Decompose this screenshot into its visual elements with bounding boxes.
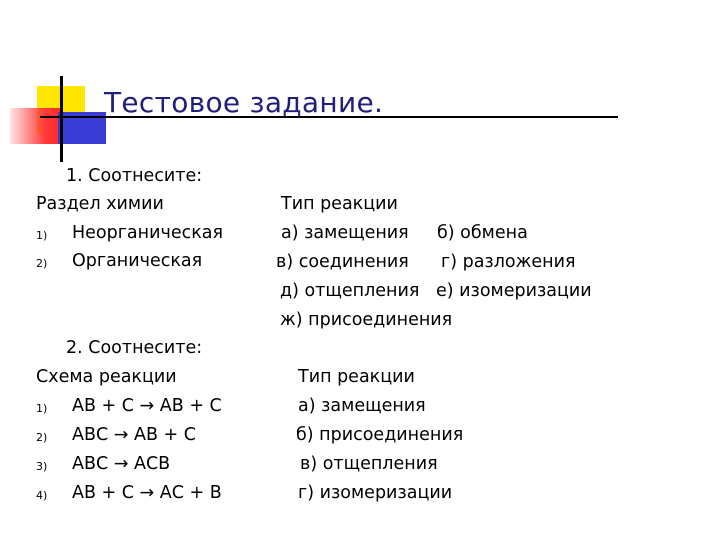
task2-item-1-number: 1) bbox=[36, 402, 48, 415]
task2-left-header: Схема реакции bbox=[36, 367, 177, 387]
task1-heading: 1. Соотнесите: bbox=[66, 166, 203, 186]
task2-option-a: а) замещения bbox=[298, 396, 426, 416]
logo-red-square bbox=[10, 108, 60, 144]
task2-item-4-number: 4) bbox=[36, 489, 48, 502]
task2-item-3-number: 3) bbox=[36, 460, 48, 473]
task1-item-1-number: 1) bbox=[36, 229, 48, 242]
task1-left-header: Раздел химии bbox=[36, 194, 164, 214]
task1-option-e: е) изомеризации bbox=[436, 281, 592, 301]
task1-option-v: в) соединения bbox=[276, 252, 409, 272]
task1-option-b: б) обмена bbox=[437, 223, 528, 243]
task2-item-2-number: 2) bbox=[36, 431, 48, 444]
task1-option-a: а) замещения bbox=[281, 223, 409, 243]
task2-item-2: АВС → АВ + С bbox=[72, 425, 196, 445]
task2-right-header: Тип реакции bbox=[298, 367, 415, 387]
task1-option-g: г) разложения bbox=[441, 252, 576, 272]
task2-item-4: АВ + С → АС + В bbox=[72, 483, 222, 503]
task1-item-2: Органическая bbox=[72, 251, 203, 271]
task1-item-1: Неорганическая bbox=[72, 223, 224, 243]
task1-option-d: д) отщепления bbox=[280, 281, 420, 301]
logo-vertical-line bbox=[60, 76, 63, 162]
task2-item-1: АВ + С → АВ + С bbox=[72, 396, 222, 416]
task1-item-2-number: 2) bbox=[36, 257, 48, 270]
slide-title: Тестовое задание. bbox=[104, 86, 384, 119]
task2-option-b: б) присоединения bbox=[296, 425, 464, 445]
task1-option-zh: ж) присоединения bbox=[280, 310, 453, 330]
task2-item-3: АВС → АСВ bbox=[72, 454, 171, 474]
slide-logo-decoration bbox=[0, 0, 120, 170]
task2-option-g: г) изомеризации bbox=[298, 483, 453, 503]
task2-heading: 2. Соотнесите: bbox=[66, 338, 203, 358]
task2-option-v: в) отщепления bbox=[300, 454, 438, 474]
task1-right-header: Тип реакции bbox=[281, 194, 398, 214]
